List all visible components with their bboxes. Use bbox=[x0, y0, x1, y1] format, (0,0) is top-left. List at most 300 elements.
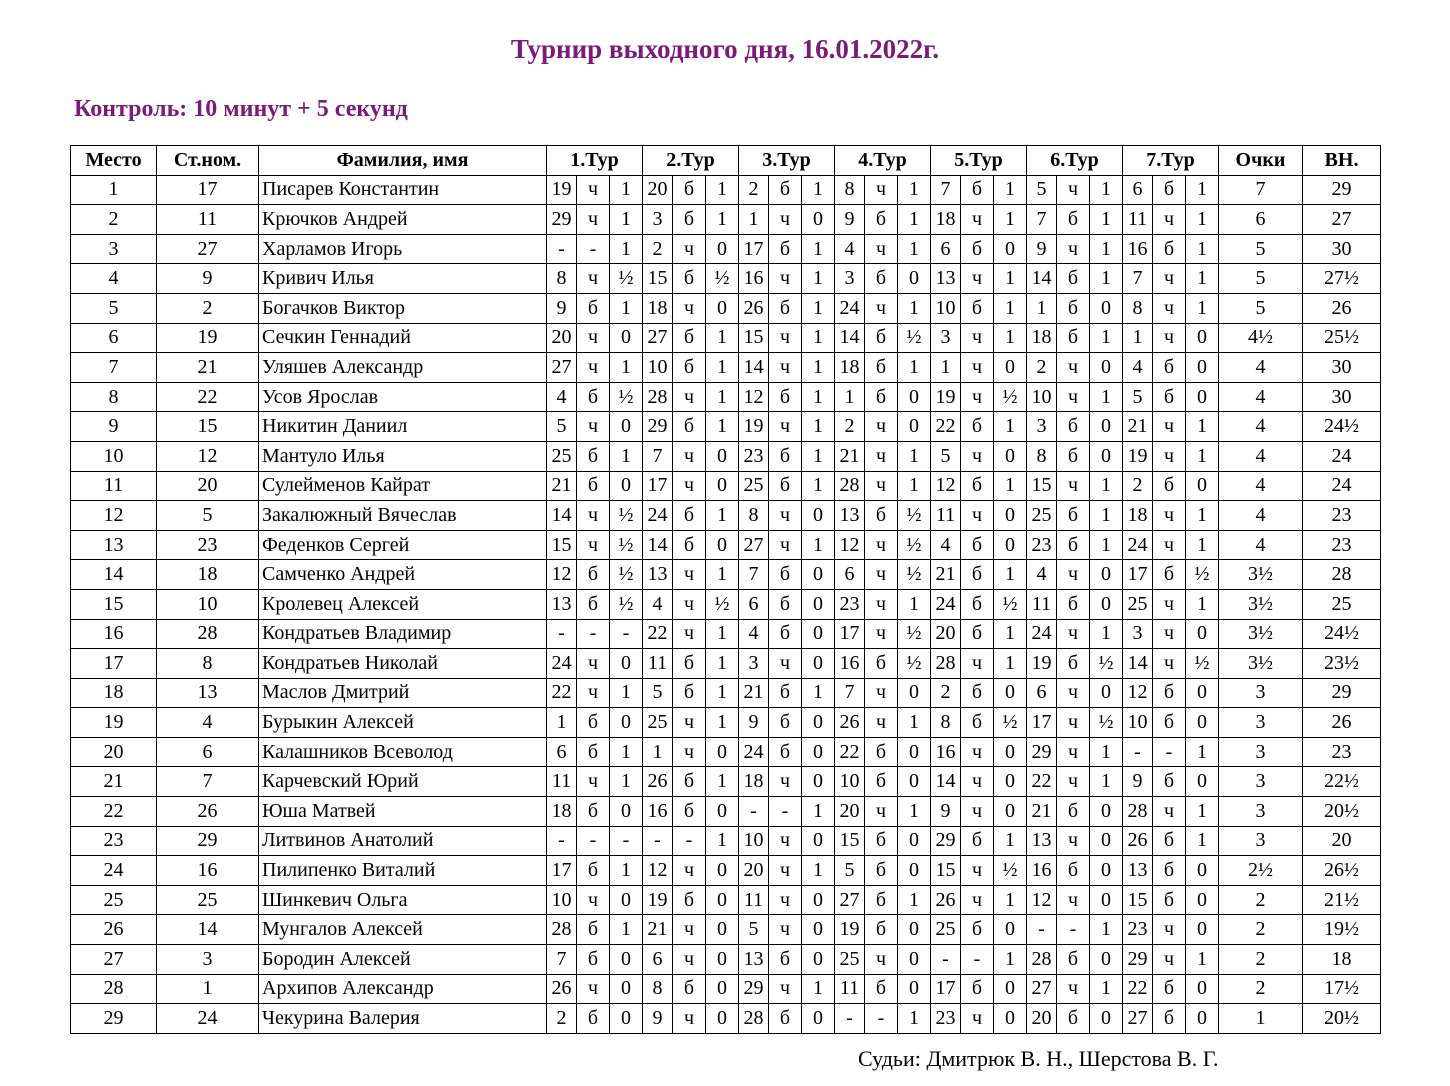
round-7-color-cell: ч bbox=[1153, 501, 1186, 531]
round-7-color-cell: ч bbox=[1153, 412, 1186, 442]
round-5-opponent-cell: 4 bbox=[931, 530, 961, 560]
start-number-cell: 4 bbox=[157, 708, 259, 738]
round-1-result-cell: 1 bbox=[610, 441, 643, 471]
round-4-opponent-cell: 19 bbox=[835, 915, 865, 945]
place-cell: 14 bbox=[71, 560, 157, 590]
round-4-color-cell: ч bbox=[865, 471, 898, 501]
round-2-result-cell: 0 bbox=[706, 1004, 739, 1034]
round-4-opponent-cell: 25 bbox=[835, 945, 865, 975]
round-2-result-cell: 1 bbox=[706, 649, 739, 679]
round-1-color-cell: б bbox=[577, 856, 610, 886]
round-4-result-cell: ½ bbox=[898, 649, 931, 679]
round-6-result-cell: 0 bbox=[1090, 589, 1123, 619]
round-5-result-cell: ½ bbox=[994, 589, 1027, 619]
round-7-result-cell: 1 bbox=[1186, 797, 1219, 827]
round-3-opponent-cell: 9 bbox=[739, 708, 769, 738]
round-1-opponent-cell: 15 bbox=[547, 530, 577, 560]
round-7-result-cell: 0 bbox=[1186, 678, 1219, 708]
round-3-opponent-cell: 3 bbox=[739, 649, 769, 679]
round-3-opponent-cell: 7 bbox=[739, 560, 769, 590]
judges-footer: Судьи: Дмитрюк В. Н., Шерстова В. Г. bbox=[858, 1046, 1219, 1071]
round-7-color-cell: б bbox=[1153, 678, 1186, 708]
round-4-opponent-cell: 28 bbox=[835, 471, 865, 501]
name-cell: Кондратьев Николай bbox=[259, 649, 547, 679]
round-1-color-cell: ч bbox=[577, 412, 610, 442]
round-2-opponent-cell: 22 bbox=[643, 619, 673, 649]
round-7-color-cell: ч bbox=[1153, 619, 1186, 649]
round-7-opponent-cell: 28 bbox=[1123, 797, 1153, 827]
table-header-row bbox=[71, 146, 1381, 176]
round-6-color-cell: б bbox=[1057, 412, 1090, 442]
round-1-color-cell: ч bbox=[577, 175, 610, 205]
round-1-opponent-cell: 5 bbox=[547, 412, 577, 442]
round-2-result-cell: 1 bbox=[706, 412, 739, 442]
round-3-result-cell: 0 bbox=[802, 649, 835, 679]
round-3-color-cell: б bbox=[769, 441, 802, 471]
round-4-opponent-cell: 13 bbox=[835, 501, 865, 531]
round-2-color-cell: ч bbox=[673, 560, 706, 590]
round-4-result-cell: 1 bbox=[898, 589, 931, 619]
round-2-opponent-cell: 14 bbox=[643, 530, 673, 560]
place-cell: 28 bbox=[71, 974, 157, 1004]
round-7-opponent-cell: 21 bbox=[1123, 412, 1153, 442]
round-3-color-cell: ч bbox=[769, 530, 802, 560]
name-cell: Кондратьев Владимир bbox=[259, 619, 547, 649]
round-7-opponent-cell: 11 bbox=[1123, 205, 1153, 235]
start-number-cell: 10 bbox=[157, 589, 259, 619]
round-7-color-cell: б bbox=[1153, 234, 1186, 264]
points-cell: 4 bbox=[1219, 501, 1303, 531]
round-7-opponent-cell: 19 bbox=[1123, 441, 1153, 471]
round-2-color-cell: б bbox=[673, 885, 706, 915]
tiebreak-cell: 24½ bbox=[1303, 412, 1381, 442]
name-cell: Крючков Андрей bbox=[259, 205, 547, 235]
round-5-opponent-cell: 12 bbox=[931, 471, 961, 501]
round-2-result-cell: 0 bbox=[706, 471, 739, 501]
header-tiebreak: ВН. bbox=[1303, 146, 1381, 176]
round-1-color-cell: ч bbox=[577, 767, 610, 797]
round-2-color-cell: ч bbox=[673, 856, 706, 886]
round-3-result-cell: 1 bbox=[802, 797, 835, 827]
round-1-color-cell: б bbox=[577, 589, 610, 619]
round-1-opponent-cell: 7 bbox=[547, 945, 577, 975]
round-6-result-cell: 0 bbox=[1090, 441, 1123, 471]
round-5-result-cell: 1 bbox=[994, 945, 1027, 975]
round-7-result-cell: ½ bbox=[1186, 649, 1219, 679]
round-2-result-cell: 1 bbox=[706, 708, 739, 738]
place-cell: 6 bbox=[71, 323, 157, 353]
round-5-result-cell: 0 bbox=[994, 353, 1027, 383]
round-5-color-cell: б bbox=[961, 619, 994, 649]
points-cell: 2½ bbox=[1219, 856, 1303, 886]
round-4-result-cell: 0 bbox=[898, 856, 931, 886]
round-6-opponent-cell: 11 bbox=[1027, 589, 1057, 619]
round-3-opponent-cell: 25 bbox=[739, 471, 769, 501]
round-4-color-cell: б bbox=[865, 737, 898, 767]
round-7-color-cell: ч bbox=[1153, 205, 1186, 235]
round-5-color-cell: б bbox=[961, 471, 994, 501]
round-3-opponent-cell: 15 bbox=[739, 323, 769, 353]
name-cell: Юша Матвей bbox=[259, 797, 547, 827]
round-5-opponent-cell: 8 bbox=[931, 708, 961, 738]
round-5-opponent-cell: 6 bbox=[931, 234, 961, 264]
round-7-color-cell: б bbox=[1153, 767, 1186, 797]
table-body bbox=[71, 175, 1381, 1033]
round-5-result-cell: 0 bbox=[994, 1004, 1027, 1034]
round-1-result-cell: 0 bbox=[610, 708, 643, 738]
start-number-cell: 29 bbox=[157, 826, 259, 856]
round-5-result-cell: ½ bbox=[994, 708, 1027, 738]
round-5-result-cell: 1 bbox=[994, 619, 1027, 649]
round-7-opponent-cell: 22 bbox=[1123, 974, 1153, 1004]
round-2-color-cell: ч bbox=[673, 234, 706, 264]
table-row bbox=[71, 501, 1381, 531]
tiebreak-cell: 17½ bbox=[1303, 974, 1381, 1004]
round-7-opponent-cell: 18 bbox=[1123, 501, 1153, 531]
round-6-opponent-cell: 25 bbox=[1027, 501, 1057, 531]
round-7-opponent-cell: 27 bbox=[1123, 1004, 1153, 1034]
round-7-opponent-cell: 14 bbox=[1123, 649, 1153, 679]
round-7-color-cell: ч bbox=[1153, 441, 1186, 471]
round-5-opponent-cell: 7 bbox=[931, 175, 961, 205]
round-1-result-cell: 1 bbox=[610, 353, 643, 383]
round-6-result-cell: 1 bbox=[1090, 175, 1123, 205]
round-3-result-cell: 1 bbox=[802, 264, 835, 294]
round-3-color-cell: ч bbox=[769, 915, 802, 945]
table-row bbox=[71, 945, 1381, 975]
round-3-color-cell: б bbox=[769, 560, 802, 590]
round-5-color-cell: ч bbox=[961, 797, 994, 827]
table-row bbox=[71, 885, 1381, 915]
round-4-result-cell: 1 bbox=[898, 353, 931, 383]
round-6-color-cell: ч bbox=[1057, 974, 1090, 1004]
round-7-result-cell: 0 bbox=[1186, 1004, 1219, 1034]
round-1-color-cell: б bbox=[577, 560, 610, 590]
round-4-result-cell: ½ bbox=[898, 530, 931, 560]
round-2-opponent-cell: 25 bbox=[643, 708, 673, 738]
round-4-result-cell: 0 bbox=[898, 915, 931, 945]
round-5-result-cell: 0 bbox=[994, 530, 1027, 560]
round-2-color-cell: б bbox=[673, 678, 706, 708]
place-cell: 19 bbox=[71, 708, 157, 738]
round-2-color-cell: б bbox=[673, 353, 706, 383]
tiebreak-cell: 23 bbox=[1303, 530, 1381, 560]
round-7-color-cell: ч bbox=[1153, 530, 1186, 560]
round-2-color-cell: б bbox=[673, 501, 706, 531]
place-cell: 12 bbox=[71, 501, 157, 531]
round-2-result-cell: 0 bbox=[706, 530, 739, 560]
tiebreak-cell: 26 bbox=[1303, 293, 1381, 323]
round-2-opponent-cell: 18 bbox=[643, 293, 673, 323]
round-5-opponent-cell: 3 bbox=[931, 323, 961, 353]
round-4-color-cell: ч bbox=[865, 589, 898, 619]
round-7-result-cell: 0 bbox=[1186, 471, 1219, 501]
round-2-result-cell: 1 bbox=[706, 205, 739, 235]
round-2-result-cell: 1 bbox=[706, 678, 739, 708]
round-4-result-cell: 0 bbox=[898, 826, 931, 856]
round-3-opponent-cell: 8 bbox=[739, 501, 769, 531]
round-4-result-cell: 0 bbox=[898, 412, 931, 442]
round-4-opponent-cell: 6 bbox=[835, 560, 865, 590]
round-6-color-cell: ч bbox=[1057, 353, 1090, 383]
round-3-color-cell: ч bbox=[769, 767, 802, 797]
round-6-color-cell: б bbox=[1057, 441, 1090, 471]
round-3-result-cell: 0 bbox=[802, 767, 835, 797]
round-3-result-cell: 1 bbox=[802, 234, 835, 264]
table-row bbox=[71, 649, 1381, 679]
round-5-color-cell: б bbox=[961, 560, 994, 590]
round-1-result-cell: 1 bbox=[610, 737, 643, 767]
round-2-result-cell: 0 bbox=[706, 293, 739, 323]
round-5-opponent-cell: 14 bbox=[931, 767, 961, 797]
round-1-result-cell: 1 bbox=[610, 767, 643, 797]
round-2-opponent-cell: 20 bbox=[643, 175, 673, 205]
round-4-opponent-cell: 7 bbox=[835, 678, 865, 708]
round-4-opponent-cell: 11 bbox=[835, 974, 865, 1004]
round-2-opponent-cell: 5 bbox=[643, 678, 673, 708]
table-row bbox=[71, 441, 1381, 471]
round-2-result-cell: 1 bbox=[706, 501, 739, 531]
round-7-color-cell: б bbox=[1153, 382, 1186, 412]
round-5-color-cell: ч bbox=[961, 767, 994, 797]
round-3-result-cell: 0 bbox=[802, 885, 835, 915]
round-6-result-cell: ½ bbox=[1090, 649, 1123, 679]
round-3-result-cell: 0 bbox=[802, 619, 835, 649]
round-4-color-cell: б bbox=[865, 264, 898, 294]
round-6-opponent-cell: 13 bbox=[1027, 826, 1057, 856]
tiebreak-cell: 24 bbox=[1303, 471, 1381, 501]
table-row bbox=[71, 353, 1381, 383]
tiebreak-cell: 27½ bbox=[1303, 264, 1381, 294]
table-row bbox=[71, 560, 1381, 590]
round-7-result-cell: 1 bbox=[1186, 530, 1219, 560]
round-3-color-cell: б bbox=[769, 619, 802, 649]
round-5-opponent-cell: 16 bbox=[931, 737, 961, 767]
points-cell: 2 bbox=[1219, 915, 1303, 945]
round-7-result-cell: 0 bbox=[1186, 619, 1219, 649]
round-2-result-cell: 1 bbox=[706, 826, 739, 856]
round-2-color-cell: б bbox=[673, 767, 706, 797]
round-1-opponent-cell: 18 bbox=[547, 797, 577, 827]
round-5-result-cell: ½ bbox=[994, 856, 1027, 886]
start-number-cell: 24 bbox=[157, 1004, 259, 1034]
round-5-result-cell: 0 bbox=[994, 737, 1027, 767]
round-6-color-cell: ч bbox=[1057, 471, 1090, 501]
place-cell: 15 bbox=[71, 589, 157, 619]
round-3-color-cell: ч bbox=[769, 649, 802, 679]
round-5-result-cell: 0 bbox=[994, 767, 1027, 797]
round-1-result-cell: 1 bbox=[610, 234, 643, 264]
round-1-opponent-cell: 2 bbox=[547, 1004, 577, 1034]
round-6-color-cell: б bbox=[1057, 797, 1090, 827]
round-2-color-cell: ч bbox=[673, 915, 706, 945]
round-1-opponent-cell: - bbox=[547, 619, 577, 649]
round-5-result-cell: 0 bbox=[994, 915, 1027, 945]
round-4-result-cell: 1 bbox=[898, 175, 931, 205]
round-6-result-cell: 0 bbox=[1090, 885, 1123, 915]
round-3-opponent-cell: 18 bbox=[739, 767, 769, 797]
header-round-3: 3.Тур bbox=[739, 146, 835, 176]
round-6-color-cell: ч bbox=[1057, 619, 1090, 649]
round-5-opponent-cell: 23 bbox=[931, 1004, 961, 1034]
round-3-result-cell: 0 bbox=[802, 708, 835, 738]
round-2-opponent-cell: 24 bbox=[643, 501, 673, 531]
name-cell: Усов Ярослав bbox=[259, 382, 547, 412]
round-6-color-cell: ч bbox=[1057, 826, 1090, 856]
round-5-result-cell: 0 bbox=[994, 234, 1027, 264]
round-3-color-cell: б bbox=[769, 945, 802, 975]
round-2-result-cell: 1 bbox=[706, 382, 739, 412]
round-1-result-cell: 1 bbox=[610, 175, 643, 205]
round-4-result-cell: ½ bbox=[898, 619, 931, 649]
round-3-opponent-cell: 29 bbox=[739, 974, 769, 1004]
round-7-opponent-cell: 15 bbox=[1123, 885, 1153, 915]
start-number-cell: 21 bbox=[157, 353, 259, 383]
round-7-color-cell: ч bbox=[1153, 797, 1186, 827]
round-2-opponent-cell: - bbox=[643, 826, 673, 856]
round-1-opponent-cell: - bbox=[547, 826, 577, 856]
round-3-result-cell: 0 bbox=[802, 1004, 835, 1034]
round-1-color-cell: б bbox=[577, 797, 610, 827]
round-3-color-cell: ч bbox=[769, 501, 802, 531]
place-cell: 20 bbox=[71, 737, 157, 767]
round-5-color-cell: б bbox=[961, 293, 994, 323]
round-1-opponent-cell: 13 bbox=[547, 589, 577, 619]
place-cell: 10 bbox=[71, 441, 157, 471]
round-1-color-cell: - bbox=[577, 826, 610, 856]
round-3-color-cell: ч bbox=[769, 412, 802, 442]
tiebreak-cell: 24 bbox=[1303, 441, 1381, 471]
round-5-color-cell: ч bbox=[961, 649, 994, 679]
round-3-result-cell: 0 bbox=[802, 915, 835, 945]
round-5-result-cell: 1 bbox=[994, 649, 1027, 679]
round-2-opponent-cell: 19 bbox=[643, 885, 673, 915]
round-3-opponent-cell: 11 bbox=[739, 885, 769, 915]
round-6-color-cell: ч bbox=[1057, 885, 1090, 915]
round-1-opponent-cell: - bbox=[547, 234, 577, 264]
round-1-opponent-cell: 24 bbox=[547, 649, 577, 679]
round-6-opponent-cell: 22 bbox=[1027, 767, 1057, 797]
name-cell: Карчевский Юрий bbox=[259, 767, 547, 797]
tiebreak-cell: 18 bbox=[1303, 945, 1381, 975]
round-7-opponent-cell: 10 bbox=[1123, 708, 1153, 738]
round-6-color-cell: б bbox=[1057, 264, 1090, 294]
round-5-result-cell: 1 bbox=[994, 885, 1027, 915]
header-round-6: 6.Тур bbox=[1027, 146, 1123, 176]
table-row bbox=[71, 234, 1381, 264]
round-2-opponent-cell: 2 bbox=[643, 234, 673, 264]
round-6-opponent-cell: 16 bbox=[1027, 856, 1057, 886]
round-7-opponent-cell: 5 bbox=[1123, 382, 1153, 412]
round-2-opponent-cell: 7 bbox=[643, 441, 673, 471]
round-5-color-cell: б bbox=[961, 915, 994, 945]
round-4-color-cell: б bbox=[865, 382, 898, 412]
round-5-color-cell: ч bbox=[961, 856, 994, 886]
round-1-opponent-cell: 17 bbox=[547, 856, 577, 886]
name-cell: Уляшев Александр bbox=[259, 353, 547, 383]
place-cell: 27 bbox=[71, 945, 157, 975]
round-3-opponent-cell: 23 bbox=[739, 441, 769, 471]
round-4-color-cell: ч bbox=[865, 619, 898, 649]
round-1-color-cell: ч bbox=[577, 885, 610, 915]
round-4-result-cell: 1 bbox=[898, 234, 931, 264]
round-4-result-cell: 0 bbox=[898, 737, 931, 767]
round-3-color-cell: б bbox=[769, 737, 802, 767]
round-4-result-cell: 1 bbox=[898, 293, 931, 323]
round-7-result-cell: 1 bbox=[1186, 501, 1219, 531]
round-4-color-cell: б bbox=[865, 767, 898, 797]
round-6-opponent-cell: 20 bbox=[1027, 1004, 1057, 1034]
round-6-opponent-cell: 5 bbox=[1027, 175, 1057, 205]
round-2-result-cell: 1 bbox=[706, 353, 739, 383]
round-5-result-cell: 1 bbox=[994, 471, 1027, 501]
round-2-color-cell: б bbox=[673, 974, 706, 1004]
round-3-result-cell: 0 bbox=[802, 560, 835, 590]
round-6-color-cell: ч bbox=[1057, 678, 1090, 708]
round-1-opponent-cell: 9 bbox=[547, 293, 577, 323]
tiebreak-cell: 24½ bbox=[1303, 619, 1381, 649]
round-6-color-cell: ч bbox=[1057, 708, 1090, 738]
table-row bbox=[71, 974, 1381, 1004]
round-3-color-cell: б bbox=[769, 708, 802, 738]
round-2-opponent-cell: 3 bbox=[643, 205, 673, 235]
round-2-result-cell: 1 bbox=[706, 619, 739, 649]
round-2-color-cell: б bbox=[673, 264, 706, 294]
header-name: Фамилия, имя bbox=[259, 146, 547, 176]
points-cell: 5 bbox=[1219, 264, 1303, 294]
round-1-color-cell: ч bbox=[577, 530, 610, 560]
table-row bbox=[71, 737, 1381, 767]
start-number-cell: 14 bbox=[157, 915, 259, 945]
round-3-color-cell: ч bbox=[769, 826, 802, 856]
round-7-color-cell: ч bbox=[1153, 589, 1186, 619]
round-3-result-cell: 1 bbox=[802, 175, 835, 205]
round-7-color-cell: б bbox=[1153, 708, 1186, 738]
round-4-color-cell: ч bbox=[865, 560, 898, 590]
place-cell: 13 bbox=[71, 530, 157, 560]
header-round-5: 5.Тур bbox=[931, 146, 1027, 176]
table-row bbox=[71, 175, 1381, 205]
round-1-result-cell: 0 bbox=[610, 649, 643, 679]
round-2-result-cell: 0 bbox=[706, 974, 739, 1004]
round-7-result-cell: 1 bbox=[1186, 589, 1219, 619]
points-cell: 4 bbox=[1219, 530, 1303, 560]
round-2-result-cell: 0 bbox=[706, 797, 739, 827]
round-7-opponent-cell: 3 bbox=[1123, 619, 1153, 649]
points-cell: 5 bbox=[1219, 293, 1303, 323]
round-7-result-cell: 0 bbox=[1186, 382, 1219, 412]
points-cell: 4½ bbox=[1219, 323, 1303, 353]
round-6-color-cell: б bbox=[1057, 501, 1090, 531]
round-5-result-cell: 1 bbox=[994, 826, 1027, 856]
tiebreak-cell: 27 bbox=[1303, 205, 1381, 235]
round-2-color-cell: ч bbox=[673, 293, 706, 323]
start-number-cell: 25 bbox=[157, 885, 259, 915]
round-2-color-cell: ч bbox=[673, 471, 706, 501]
tiebreak-cell: 20 bbox=[1303, 826, 1381, 856]
round-4-result-cell: ½ bbox=[898, 323, 931, 353]
round-7-result-cell: 1 bbox=[1186, 264, 1219, 294]
round-1-opponent-cell: 12 bbox=[547, 560, 577, 590]
round-6-opponent-cell: 24 bbox=[1027, 619, 1057, 649]
round-3-color-cell: б bbox=[769, 234, 802, 264]
tiebreak-cell: 19½ bbox=[1303, 915, 1381, 945]
round-3-color-cell: б bbox=[769, 293, 802, 323]
round-5-opponent-cell: 25 bbox=[931, 915, 961, 945]
round-3-color-cell: ч bbox=[769, 264, 802, 294]
round-2-result-cell: 1 bbox=[706, 560, 739, 590]
round-1-opponent-cell: 21 bbox=[547, 471, 577, 501]
